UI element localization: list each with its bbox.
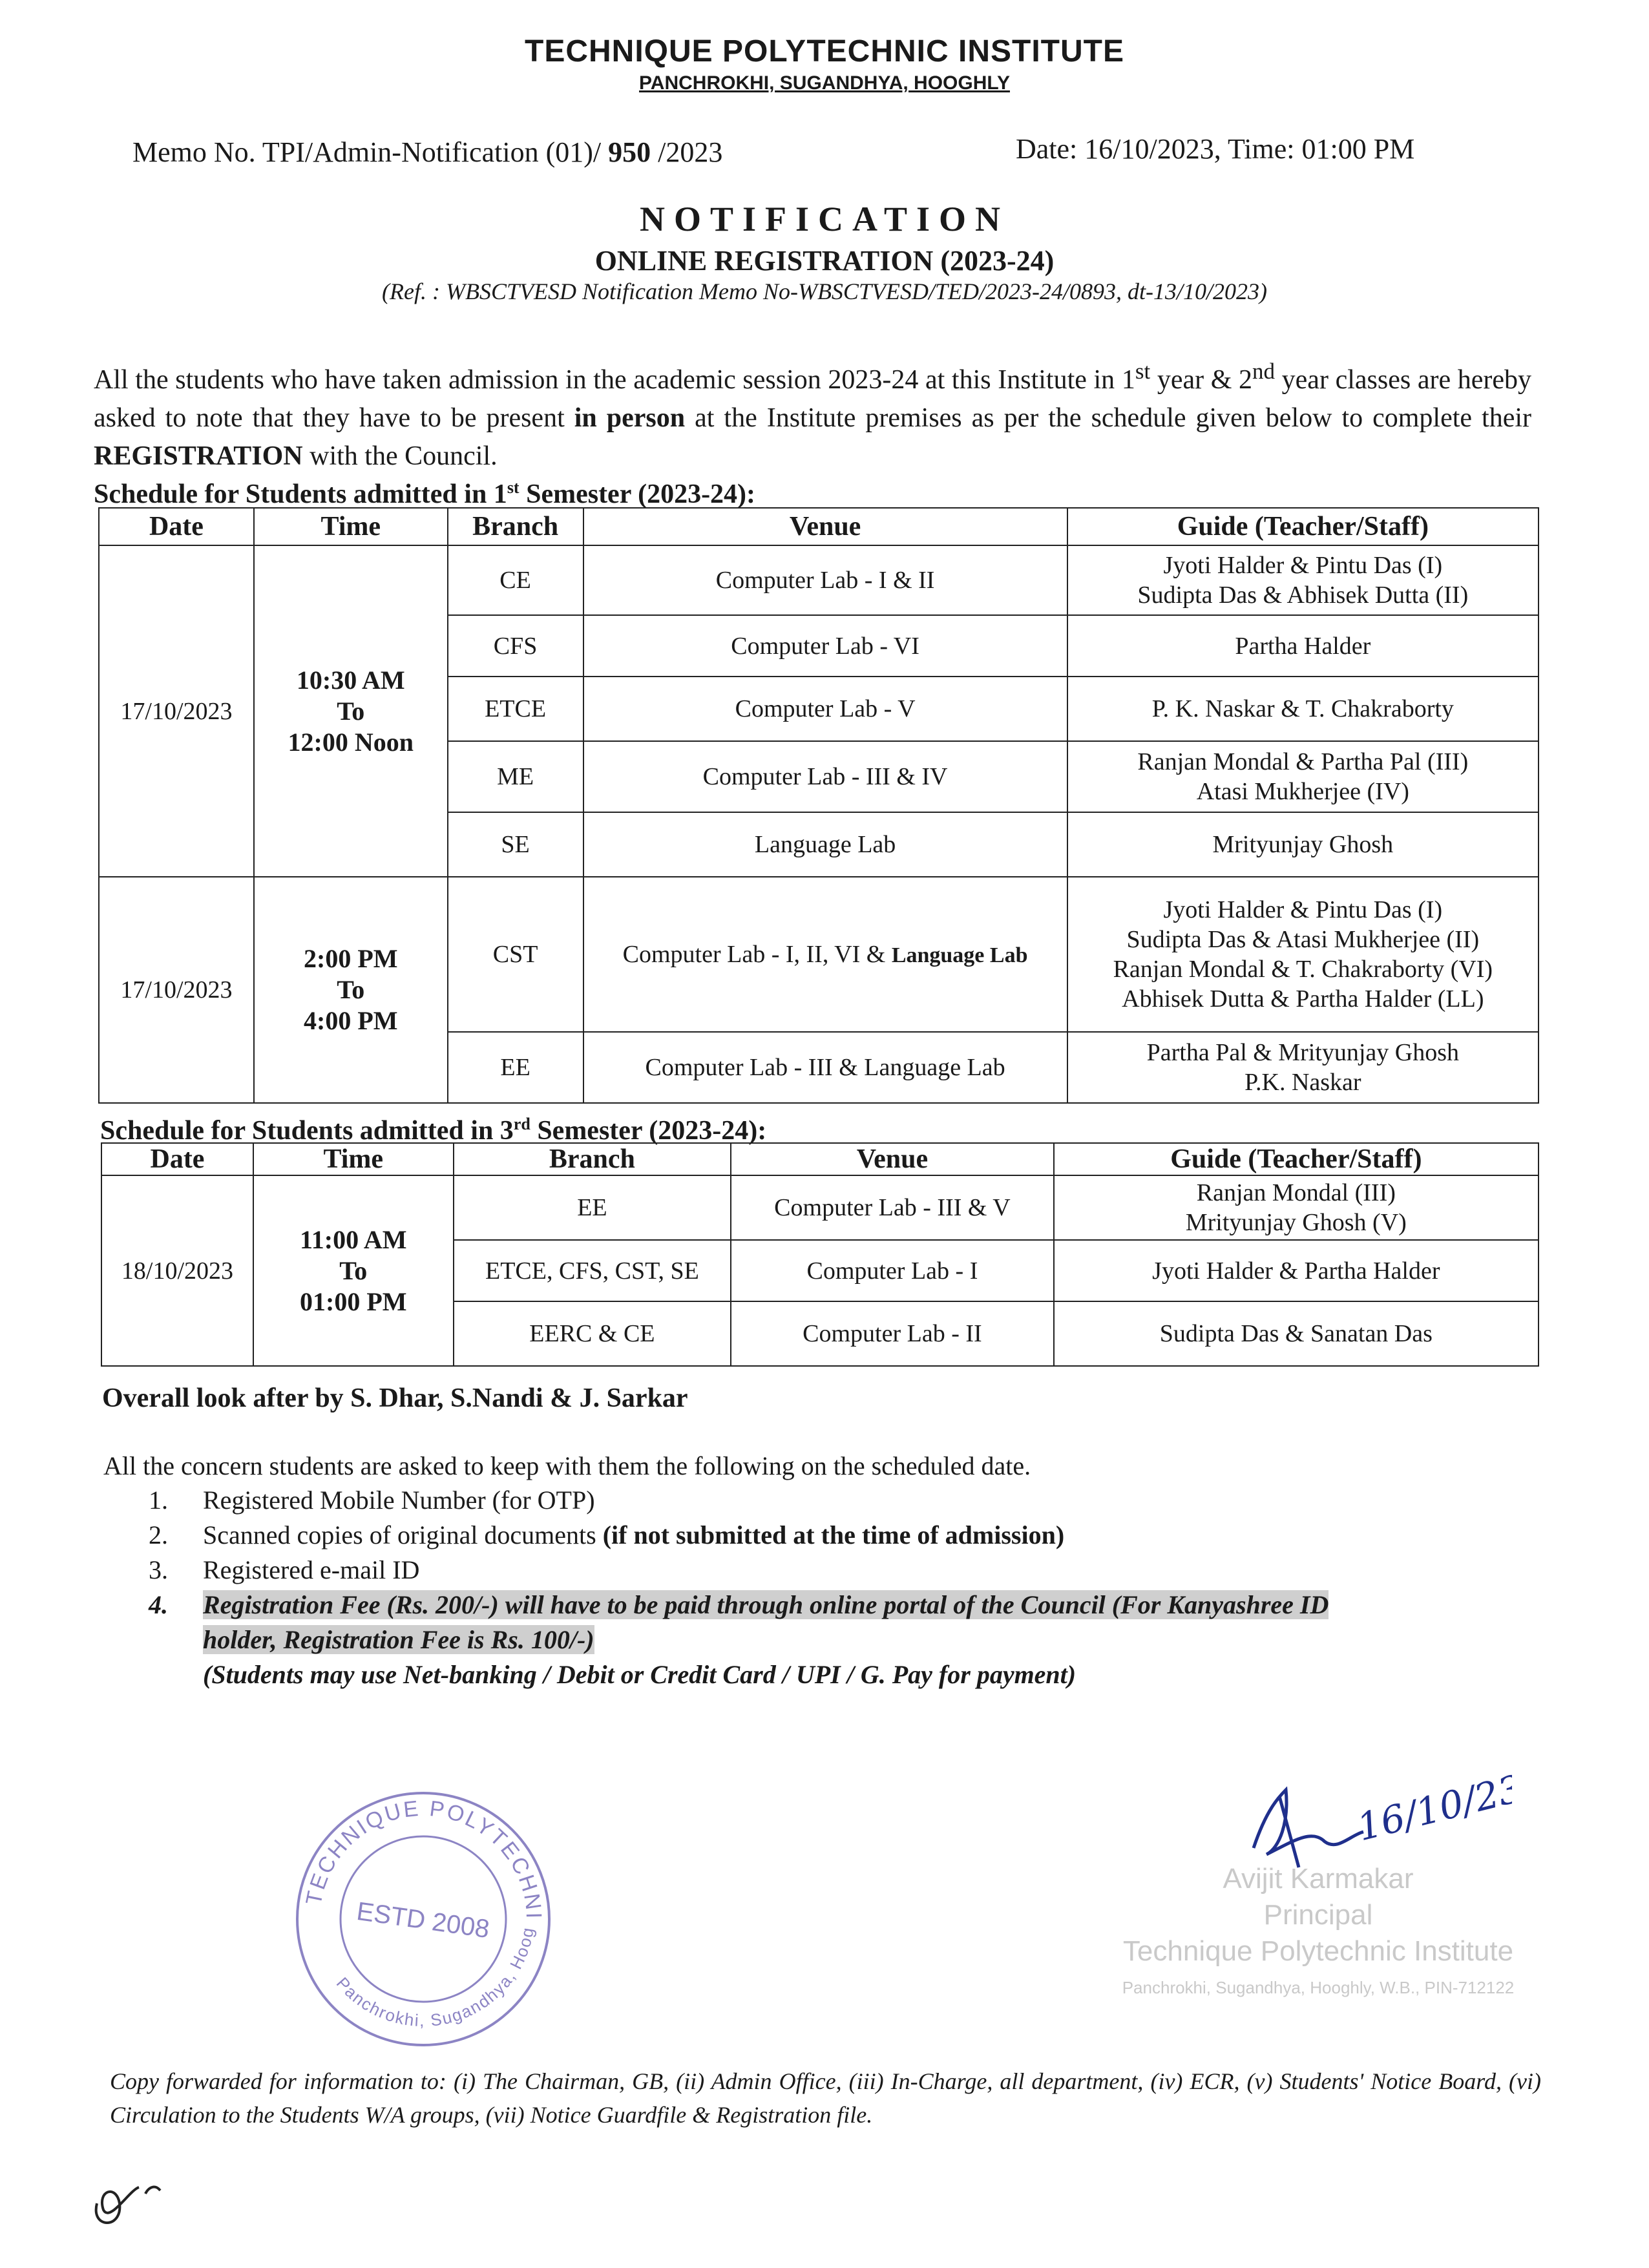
time-cell — [254, 545, 448, 877]
notification-reference: (Ref. : WBSCTVESD Notification Memo No-WBSCTVESD/TED/2023-24/0893, dt-13/10/2023) — [382, 278, 1267, 304]
signature-date: 16/10/23 — [1352, 1770, 1512, 1850]
seal-stamp-icon — [288, 1783, 559, 2055]
venue-text: Computer Lab - I, II, VI & — [622, 941, 892, 968]
table-row — [99, 545, 1539, 615]
institute-name: TECHNIQUE POLYTECHNIC INSTITUTE — [525, 34, 1124, 68]
intro-text-1: All the students who have taken admission in the academic session 2023-24 at this Institute in 1 — [94, 365, 1135, 395]
table-header-row — [99, 508, 1539, 545]
intro-registration: REGISTRATION — [94, 441, 303, 471]
branch-cell: ETCE — [448, 677, 583, 741]
guide-cell — [1067, 741, 1539, 812]
venue-language-lab: Language Lab — [891, 943, 1028, 967]
list-item-text: Registered Mobile Number (for OTP) — [203, 1486, 595, 1515]
guide-line: Ranjan Mondal (III) — [1196, 1179, 1396, 1206]
venue-cell: Computer Lab - III & IV — [583, 741, 1067, 812]
list-item-continued — [149, 1622, 1329, 1657]
schedule-1st-sem-table — [98, 507, 1539, 1104]
table-row — [101, 1175, 1539, 1240]
seal-ring-address: Panchrokhi, Sugandhya, Hoog — [332, 1925, 538, 2030]
requirements-list — [149, 1483, 1329, 1692]
guide-cell — [1067, 877, 1539, 1032]
header-venue: Venue — [731, 1143, 1053, 1175]
intro-text-2: year & 2 — [1150, 365, 1253, 395]
venue-cell: Computer Lab - II — [731, 1301, 1053, 1366]
branch-cell: EERC & CE — [454, 1301, 731, 1366]
schedule-3rd-sem-table — [101, 1142, 1539, 1367]
memo-suffix: /2023 — [651, 136, 723, 168]
copy-forwarded: Copy forwarded for information to: (i) The Chairman, GB, (ii) Admin Office, (iii) In-Charge, all department, (iv) ECR, (v) Students' Notice Board, (vi) Circulation to the Students W/A groups, (vii) Notice Guardfile & Registration file. — [110, 2068, 1541, 2128]
list-item-number: 4. — [149, 1590, 168, 1619]
date-cell: 17/10/2023 — [99, 877, 254, 1103]
sched3-title-post: Semester (2023-24): — [530, 1116, 767, 1146]
concern-instruction: All the concern students are asked to keep with them the following on the scheduled date. — [103, 1451, 1031, 1480]
intro-text-4: at the Institute premises as per the schedule given below to complete their — [685, 403, 1531, 433]
time-start: 2:00 PM — [304, 944, 398, 973]
venue-cell: Computer Lab - I — [731, 1240, 1053, 1301]
guide-line: Sudipta Das & Abhisek Dutta (II) — [1137, 582, 1469, 609]
header-time: Time — [253, 1143, 454, 1175]
list-item — [149, 1588, 1329, 1622]
principal-name: Avijit Karmakar — [1223, 1863, 1414, 1895]
sched1-title-post: Semester (2023-24): — [519, 479, 756, 509]
branch-cell: EE — [448, 1032, 583, 1103]
memo-date-time: Date: 16/10/2023, Time: 01:00 PM — [1016, 133, 1415, 165]
notification-title: NOTIFICATION — [639, 200, 1010, 238]
header-guide: Guide (Teacher/Staff) — [1054, 1143, 1539, 1175]
intro-text-3: year classes are hereby asked to note that they have to be present — [94, 365, 1531, 433]
guide-cell — [1067, 1032, 1539, 1103]
header-date: Date — [101, 1143, 253, 1175]
header-branch: Branch — [454, 1143, 731, 1175]
header-venue: Venue — [583, 508, 1067, 545]
principal-institute: Technique Polytechnic Institute — [1122, 1935, 1514, 1967]
venue-cell: Computer Lab - I & II — [583, 545, 1067, 615]
venue-cell: Computer Lab - III & V — [731, 1175, 1053, 1240]
header-guide: Guide (Teacher/Staff) — [1067, 508, 1539, 545]
sched1-title-pre: Schedule for Students admitted in 1 — [94, 479, 507, 509]
branch-cell: ETCE, CFS, CST, SE — [454, 1240, 731, 1301]
date-cell: 18/10/2023 — [101, 1175, 253, 1366]
guide-line: Abhisek Dutta & Partha Halder (LL) — [1122, 985, 1484, 1013]
sched3-title-pre: Schedule for Students admitted in 3 — [100, 1116, 514, 1146]
guide-cell — [1067, 545, 1539, 615]
guide-line: P.K. Naskar — [1245, 1069, 1361, 1096]
venue-cell: Computer Lab - III & Language Lab — [583, 1032, 1067, 1103]
intro-in-person: in person — [574, 403, 686, 433]
date-cell: 17/10/2023 — [99, 545, 254, 877]
header-time: Time — [254, 508, 448, 545]
principal-designation: Principal — [1263, 1899, 1373, 1931]
overall-supervision: Overall look after by S. Dhar, S.Nandi & J. Sarkar — [102, 1383, 688, 1413]
time-start: 10:30 AM — [296, 665, 405, 695]
branch-cell: EE — [454, 1175, 731, 1240]
seal-center-text: ESTD 2008 — [355, 1896, 492, 1944]
branch-cell: SE — [448, 812, 583, 877]
list-item-continued — [149, 1657, 1329, 1692]
time-cell — [253, 1175, 454, 1366]
guide-cell: Partha Halder — [1067, 615, 1539, 677]
guide-line: Partha Pal & Mrityunjay Ghosh — [1146, 1039, 1460, 1066]
venue-cell — [583, 877, 1067, 1032]
guide-line: Ranjan Mondal & Partha Pal (III) — [1137, 748, 1469, 775]
guide-line: Sudipta Das & Atasi Mukherjee (II) — [1126, 926, 1480, 953]
list-item-number: 2. — [149, 1520, 168, 1549]
memo-prefix: Memo No. TPI/Admin-Notification (01)/ — [132, 136, 609, 168]
principal-block — [1066, 1861, 1570, 2006]
time-end: 4:00 PM — [304, 1006, 398, 1035]
header-date: Date — [99, 508, 254, 545]
time-start: 11:00 AM — [300, 1224, 407, 1254]
guide-cell — [1054, 1175, 1539, 1240]
venue-cell: Computer Lab - V — [583, 677, 1067, 741]
principal-address: Panchrokhi, Sugandhya, Hooghly, W.B., PIN-712122 — [1122, 1978, 1515, 1997]
intro-text-5: with the Council. — [302, 441, 498, 471]
intro-sup-2: nd — [1252, 359, 1276, 384]
memo-serial: 950 — [608, 136, 651, 168]
principal-signature — [1241, 1770, 1512, 1874]
guide-line: Ranjan Mondal & T. Chakraborty (VI) — [1113, 956, 1493, 983]
svg-text:TECHNIQUE POLYTECHNIC INSTITUT — [288, 1783, 546, 1920]
sched1-title-sup: st — [507, 478, 520, 497]
handwritten-initials-icon — [84, 2165, 174, 2242]
guide-cell: Jyoti Halder & Partha Halder — [1054, 1240, 1539, 1301]
guide-line: Mrityunjay Ghosh (V) — [1185, 1209, 1407, 1236]
venue-cell: Computer Lab - VI — [583, 615, 1067, 677]
guide-line: Atasi Mukherjee (IV) — [1196, 778, 1409, 805]
intro-sup-1: st — [1135, 359, 1151, 384]
seal-ring-text: TECHNIQUE POLYTECHNI — [301, 1796, 547, 1921]
time-to: To — [339, 1255, 368, 1285]
list-item-text: Registered e-mail ID — [203, 1555, 420, 1584]
table-header-row — [101, 1143, 1539, 1175]
notification-subtitle: ONLINE REGISTRATION (2023-24) — [594, 245, 1055, 277]
list-item-note: (if not submitted at the time of admission) — [602, 1520, 1065, 1549]
initials-mark — [84, 2165, 174, 2242]
list-item-number: 1. — [149, 1486, 168, 1515]
header-branch: Branch — [448, 508, 583, 545]
registration-fee-text: Registration Fee (Rs. 200/-) will have to be paid through online portal of the Council (For Kanyashree ID — [203, 1590, 1329, 1619]
guide-line: Jyoti Halder & Pintu Das (I) — [1163, 896, 1443, 923]
handwritten-signature-icon — [1241, 1770, 1512, 1874]
intro-paragraph — [94, 352, 1531, 476]
branch-cell: CST — [448, 877, 583, 1032]
guide-cell: Sudipta Das & Sanatan Das — [1054, 1301, 1539, 1366]
payment-methods-note: (Students may use Net-banking / Debit or Credit Card / UPI / G. Pay for payment) — [203, 1660, 1077, 1689]
time-end: 01:00 PM — [300, 1286, 407, 1316]
schedule-3rd-sem-title — [100, 1115, 766, 1146]
branch-cell: CE — [448, 545, 583, 615]
schedule-1st-sem-title — [94, 478, 755, 510]
guide-line: Jyoti Halder & Pintu Das (I) — [1163, 552, 1443, 579]
branch-cell: ME — [448, 741, 583, 812]
list-item — [149, 1553, 1329, 1588]
registration-fee-text-2: holder, Registration Fee is Rs. 100/-) — [203, 1625, 594, 1654]
guide-cell: P. K. Naskar & T. Chakraborty — [1067, 677, 1539, 741]
time-to: To — [337, 975, 365, 1004]
list-item — [149, 1483, 1329, 1518]
table-row — [99, 877, 1539, 1032]
list-item — [149, 1518, 1329, 1553]
time-cell — [254, 877, 448, 1103]
institute-seal — [288, 1783, 559, 2055]
branch-cell: CFS — [448, 615, 583, 677]
venue-cell: Language Lab — [583, 812, 1067, 877]
institute-address: PANCHROKHI, SUGANDHYA, HOOGHLY — [639, 72, 1010, 94]
sched3-title-sup: rd — [513, 1115, 530, 1133]
guide-cell: Mrityunjay Ghosh — [1067, 812, 1539, 877]
list-item-number: 3. — [149, 1555, 168, 1584]
time-to: To — [337, 696, 365, 726]
time-end: 12:00 Noon — [288, 727, 414, 757]
list-item-text: Scanned copies of original documents — [203, 1520, 603, 1549]
memo-number — [132, 136, 722, 169]
